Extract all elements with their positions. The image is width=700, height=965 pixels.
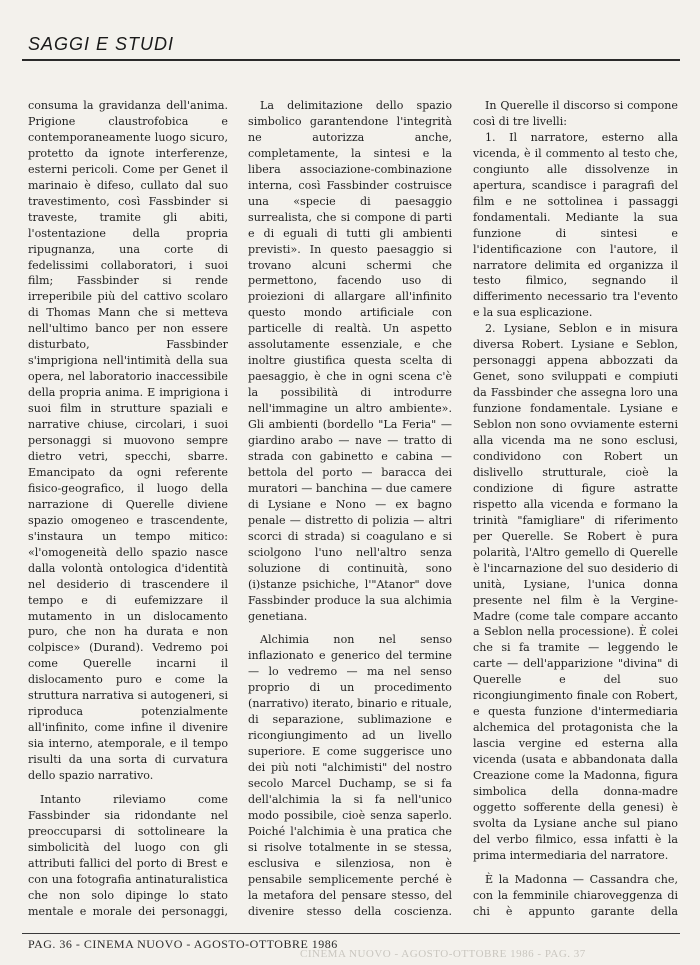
column-2 <box>248 98 452 918</box>
column-1-paragraph-2: Intanto rileviamo come Fassbinder sia ridondante nel preoccuparsi di sottolineare la simbolicità del luogo con gli attributi fallici del porto di Brest e con una fotografia antinaturalistica che non solo dipinge lo stato mentale e morale dei personaggi, <box>28 792 228 918</box>
column-2-paragraph-1: La delimitazione dello spazio simbolico garantendone l'integrità ne autorizza anche, completamente, la sintesi e la libera associazione-combinazione interna, così Fassbinder costruisce una «specie di paesaggio surrealista, che si compone di parti e di eguali di tutti gli ambienti previsti». In questo paesaggio si trovano alcuni schermi che permettono, facendo uso di proiezioni di allargare all'infinito questo mondo artificiale con particelle di realtà. Un aspetto assolutamente essenziale, e che inoltre giustifica questa scelta di paesaggio, è che in ogni scena c'è la possibilità di introdurre nell'immagine un altro ambiente». Gli ambienti (bordello "La Feria" — giardino arabo — nave — tratto di strada con gabinetto e cabina — bettola del porto — baracca dei muratori — banchina — due camere di Lysiane e Nono — ex bagno penale — distretto di polizia — altri scorci di strada) si coagulano e si sciolgono l'uno nell'altro senza soluzione di continuità, sono (i)stanze psichiche, l'"Atanor" dove Fassbinder produce la sua alchimia genetiana. <box>248 99 452 623</box>
column-3-paragraph-2: 1. Il narratore, esterno alla vicenda, è il commento al testo che, congiunto alle dissolvenze in apertura, scandisce i paragrafi del film e ne sottolinea i passaggi fondamentali. Mediante la sua funzione di sintesi e l'identificazione con l'autore, il narratore delimita ed organizza il testo filmico, segnando il differimento necessario tra l'evento e la sua esplicazione. <box>473 130 678 320</box>
section-title: SAGGI E STUDI <box>28 34 175 54</box>
column-3-paragraph-4: È la Madonna — Cassandra che, con la femminile chiaroveggenza di chi è appunto garante della <box>473 872 678 918</box>
page-footer: PAG. 36 - CINEMA NUOVO - AGOSTO-OTTOBRE 1986 <box>28 937 338 951</box>
footer-rule <box>22 933 680 934</box>
column-3-paragraph-3: 2. Lysiane, Seblon e in misura diversa Robert. Lysiane e Seblon, personaggi appena abbozzati da Genet, sono sviluppati e compiuti da Fassbinder che assegna loro una funzione fondamentale. Lysiane e Seblon non sono ovviamente esterni alla vicenda ma ne sono esclusi, condividono con Robert un dislivello strutturale, cioè la condizione di figure astratte rispetto alla vicenda e formano la trinità "famigliare" di riferimento per Querelle. Se Robert è pura polarità, l'Altro gemello di Querelle è l'incarnazione del suo desiderio di unità, Lysiane, l'unica donna presente nel film è la Vergine-Madre (come tale compare accanto a Seblon nella processione). È colei che si fa tramite — leggendo le carte — dell'apparizione "divina" di Querelle e del suo ricongiungimento finale con Robert, e questa funzione d'intermediaria alchemica del protagonista che la lascia vergine ed esterna alla vicenda (usata e abbandonata dalla Creazione come la Madonna, figura simbolica della donna-madre oggetto sofferente della genesi) è svolta da Lysiane anche sul piano del verbo filmico, essa infatti è la prima intermediaria del narratore. <box>473 322 678 862</box>
column-1 <box>28 98 228 918</box>
column-1-paragraph-1: consuma la gravidanza dell'anima. Prigione claustrofobica e contemporaneamente luogo sicuro, protetto da ignote interferenze, esterni pericoli. Come per Genet il marinaio è difeso, cullato dal suo travestimento, così Fassbinder si traveste, tramite gli abiti, l'ostentazione della propria ripugnanza, una corte di fedelissimi collaboratori, i suoi film; Fassbinder si rende irreperibile più del cattivo scolaro di Thomas Mann che si metteva nell'ultimo banco per non essere disturbato, Fassbinder s'imprigiona nell'intimità della sua opera, nel laboratorio inaccessibile della propria anima. E imprigiona i suoi film in strutture spaziali e narrative chiuse, circolari, i suoi personaggi si muovono sempre dietro vetri, specchi, sbarre. Emancipato da ogni referente fisico-geografico, il luogo della narrazione di Querelle diviene spazio omogeneo e trascendente, s'instaura un tempo mitico: «l'omogeneità dello spazio nasce dalla volontà ontologica d'identità nel desiderio di trascendere il tempo e di eufemizzare il mutamento in un dislocamento puro, che non ha durata e non colpisce» (Durand). Vedremo poi come Querelle incarni il dislocamento puro e come la struttura narrativa si autogeneri, si riproduca potenzialmente all'infinito, come infine il divenire sia interno, atemporale, e il tempo risulti da una sorta di curvatura dello spazio narrativo. <box>28 99 228 783</box>
column-3 <box>473 98 678 918</box>
bleed-through-footer: CINEMA NUOVO - AGOSTO-OTTOBRE 1986 - PAG. 37 <box>300 948 586 960</box>
column-3-paragraph-1: In Querelle il discorso si compone così di tre livelli: <box>473 99 678 128</box>
column-2-paragraph-2: Alchimia non nel senso inflazionato e generico del termine — lo vedremo — ma nel senso proprio di un procedimento (narrativo) iterato, binario e rituale, di separazione, sublimazione e ricongiungimento ad un livello superiore. E come suggerisce uno dei più noti "alchimisti" del nostro secolo Marcel Duchamp, se si fa dell'alchimia la si fa nell'unico modo possibile, cioè senza saperlo. Poiché l'alchimia è una pratica che si risolve totalmente in se stessa, esclusiva e silenziosa, non è pensabile semplicemente perché è la metafora del pensare stesso, del divenire stesso della coscienza. <box>248 633 452 918</box>
header-rule <box>22 59 680 61</box>
